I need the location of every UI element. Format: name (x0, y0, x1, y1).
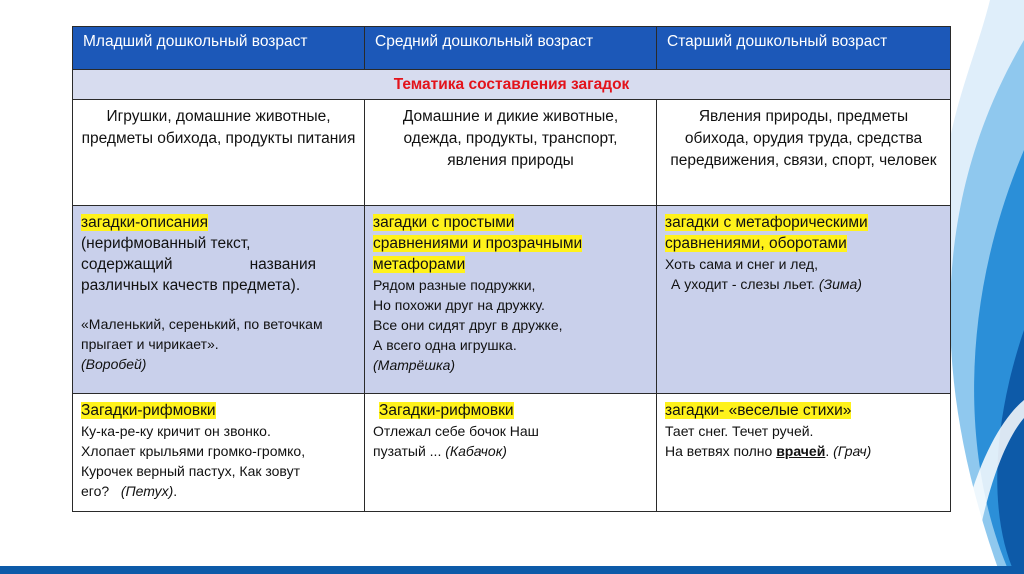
themes-row (73, 100, 951, 206)
type-junior-desc-2b: названия (249, 256, 316, 273)
rhyme-senior-answer: (Грач) (833, 443, 872, 459)
theme-title: Тематика составления загадок (73, 70, 951, 100)
rhyme-middle-poem-2 (373, 441, 648, 461)
rhyme-senior-cell (657, 394, 951, 512)
type-middle-title-2: сравнениями и прозрачными (373, 235, 583, 252)
rhyme-junior-poem-2: Хлопает крыльями громко-громко, (81, 443, 306, 459)
rhyme-junior-poem-4 (81, 481, 356, 501)
theme-middle: Домашние и дикие животные, одежда, продукты, транспорт, явления природы (365, 100, 657, 206)
type-junior-title: загадки-описания (81, 214, 208, 231)
rhyme-senior-poem-1: Тает снег. Течет ручей. (665, 423, 814, 439)
header-middle: Средний дошкольный возраст (365, 27, 657, 70)
type-junior-example: «Маленький, серенький, по веточкам прыгает и чирикает». (81, 316, 323, 352)
type-middle-poem-3: Все они сидят друг в дружке, (373, 317, 563, 333)
rhyme-junior-tail: . (173, 483, 178, 499)
rhyme-middle-poem-2-text: пузатый ... (373, 443, 442, 459)
rhyme-senior-poem-2 (665, 441, 942, 461)
rhyme-junior-poem-1: Ку-ка-ре-ку кричит он звонко. (81, 423, 271, 439)
riddle-age-table (72, 26, 951, 512)
rhyme-senior-poem-2a: На ветвях полно (665, 443, 773, 459)
rhyme-middle-cell (365, 394, 657, 512)
type-middle-poem-4: А всего одна игрушка. (373, 337, 517, 353)
type-senior-cell (657, 206, 951, 394)
theme-title-row (73, 70, 951, 100)
rhyme-junior-last-line: его? (81, 483, 110, 499)
type-senior-answer: (Зима) (818, 276, 862, 292)
theme-junior: Игрушки, домашние животные, предметы обихода, продукты питания (73, 100, 365, 206)
rhyme-senior-poem-2b: врачей (776, 443, 826, 459)
header-junior: Младший дошкольный возраст (73, 27, 365, 70)
type-senior-poem-2 (665, 274, 942, 294)
riddle-types-row (73, 206, 951, 394)
type-senior-poem-1: Хоть сама и снег и лед, (665, 256, 818, 272)
rhyme-senior-title: загадки- «веселые стихи» (665, 402, 852, 419)
type-junior-cell (73, 206, 365, 394)
type-senior-title-1: загадки с метафорическими (665, 214, 868, 231)
bottom-bar (0, 566, 1024, 574)
type-junior-desc-1: (нерифмованный текст, (81, 235, 251, 252)
type-senior-poem-2-text: А уходит - слезы льет. (671, 276, 815, 292)
rhyme-middle-poem-1: Отлежал себе бочок Наш (373, 423, 539, 439)
rhyme-senior-poem-2c: . (825, 443, 830, 459)
type-middle-poem-2: Но похожи друг на дружку. (373, 297, 545, 313)
rhyme-middle-answer: (Кабачок) (445, 443, 507, 459)
type-junior-desc-2 (81, 254, 356, 275)
type-junior-answer: (Воробей) (81, 356, 147, 372)
type-junior-desc-3: различных качеств предмета). (81, 277, 301, 294)
type-middle-poem-1: Рядом разные подружки, (373, 277, 536, 293)
rhyme-junior-title: Загадки-рифмовки (81, 402, 216, 419)
riddle-rhymes-row (73, 394, 951, 512)
type-middle-cell (365, 206, 657, 394)
header-senior: Старший дошкольный возраст (657, 27, 951, 70)
type-middle-answer: (Матрёшка) (373, 357, 456, 373)
type-middle-title-1: загадки с простыми (373, 214, 515, 231)
type-middle-title-3: метафорами (373, 256, 466, 273)
rhyme-middle-title: Загадки-рифмовки (379, 402, 514, 419)
rhyme-junior-answer: (Петух) (120, 483, 174, 499)
header-row (73, 27, 951, 70)
type-senior-title-2: сравнениями, оборотами (665, 235, 847, 252)
rhyme-junior-poem-3: Курочек верный пастух, Как зовут (81, 463, 300, 479)
theme-senior: Явления природы, предметы обихода, орудия труда, средства передвижения, связи, спорт, человек (657, 100, 951, 206)
rhyme-junior-cell (73, 394, 365, 512)
type-junior-desc-2a: содержащий (81, 256, 173, 273)
